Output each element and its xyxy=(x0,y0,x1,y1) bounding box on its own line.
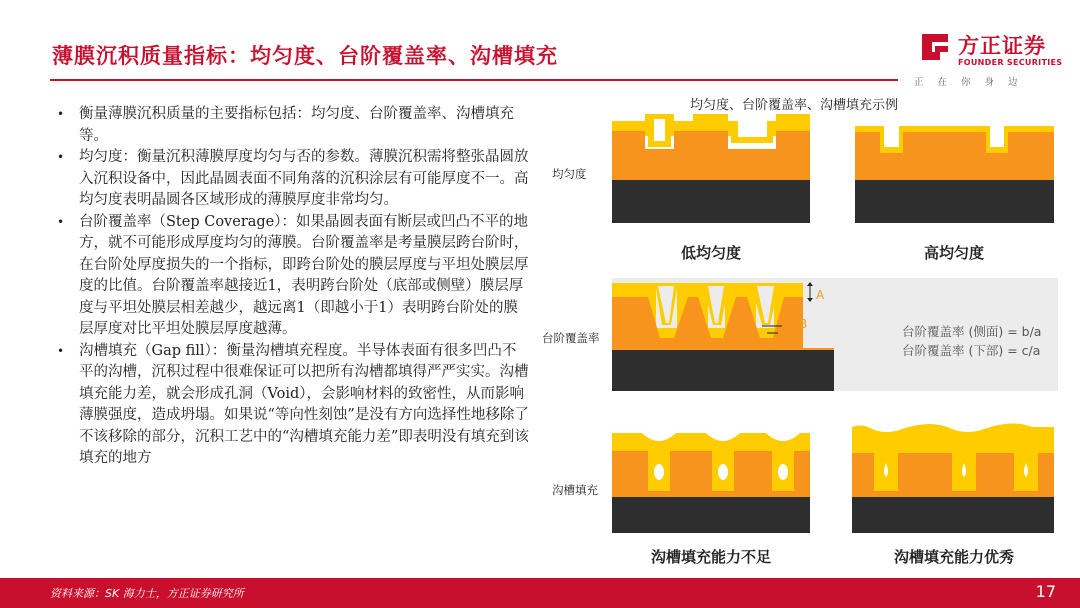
step-coverage-diagram xyxy=(612,282,834,391)
logo-name: 方正证券 xyxy=(958,34,1046,58)
page-number: 17 xyxy=(1035,582,1056,601)
bullet-item: • 均匀度：衡量沉积薄膜厚度均匀与否的参数。薄膜沉积需将整张晶圆放入沉积设备中，因此晶圆表面不同角落的沉积涂层有可能厚度不一。高均匀度表明晶圆各区域形成的薄膜厚度非常均匀。 xyxy=(57,149,529,208)
bullet-icon: • xyxy=(57,150,65,164)
marker-a: A xyxy=(816,288,825,302)
bullet-item: • 沟槽填充（Gap fill）：衡量沟槽填充程度。半导体表面有很多凹凸不平的沟槽，沉积过程中很难保证可以把所有沟槽都填得严严实实。沟槽填充能力差，就会形成孔洞（Void），会影响材料的致密性，从而影响薄膜强度，造成坍塌。如果说“等向性刻蚀”是没有方向选择性地移除了不该移除的部分，沉积工艺中的“沟槽填充能力差”即表明没有填充到该填充的地方 xyxy=(57,342,529,466)
founder-securities-logo xyxy=(914,30,1063,90)
title-divider xyxy=(50,79,898,81)
step-coverage-bottom-formula: 台阶覆盖率 (下部) = c/a xyxy=(902,343,1041,358)
logo-english-name: FOUNDER SECURITIES xyxy=(958,58,1063,67)
row-label-uniformity: 均匀度 xyxy=(552,167,587,181)
caption-high-uniformity: 高均匀度 xyxy=(923,244,985,262)
caption-gap-fill-good: 沟槽填充能力优秀 xyxy=(893,548,1015,566)
step-coverage-side-formula: 台阶覆盖率 (侧面) = b/a xyxy=(902,324,1042,339)
row-label-step-coverage: 台阶覆盖率 xyxy=(542,331,600,345)
founder-logo-icon xyxy=(920,32,950,62)
gap-fill-good-diagram xyxy=(852,423,1054,533)
bullet-icon: • xyxy=(57,107,65,121)
row-label-gap-fill: 沟槽填充 xyxy=(552,483,598,497)
footer-bar xyxy=(0,578,1080,608)
marker-b: B xyxy=(799,317,808,331)
bullet-item: • 台阶覆盖率（Step Coverage）：如果晶圆表面有断层或凹凸不平的地方，就不可能形成厚度均匀的薄膜。台阶覆盖率是考量膜层跨台阶时，在台阶处厚度损失的一个指标，即跨台阶处的膜层厚度与平坦处膜层厚度的比值。台阶覆盖率越接近1，表明跨台阶处（底部或侧壁）膜层厚度与平坦处膜层相差越少，越远离1（即越小于1）表明跨台阶处的膜层厚度对比平坦处膜层厚度越薄。 xyxy=(57,213,529,337)
bullet-list xyxy=(52,104,530,470)
caption-low-uniformity: 低均匀度 xyxy=(680,244,742,262)
logo-slogan: 正在你身边 xyxy=(914,77,1032,88)
marker-c: C xyxy=(767,338,776,352)
bullet-icon: • xyxy=(57,343,65,358)
low-uniformity-diagram xyxy=(612,114,810,223)
figure-title: 均匀度、台阶覆盖率、沟槽填充示例 xyxy=(690,98,899,113)
high-uniformity-diagram xyxy=(855,126,1054,223)
footer-source: 资料来源：SK 海力士，方正证券研究所 xyxy=(50,587,244,600)
gap-fill-poor-diagram xyxy=(612,433,810,533)
bullet-icon: • xyxy=(57,214,65,229)
page-title: 薄膜沉积质量指标：均匀度、台阶覆盖率、沟槽填充 xyxy=(52,43,558,68)
caption-gap-fill-poor: 沟槽填充能力不足 xyxy=(650,548,772,566)
bullet-item: • 衡量薄膜沉积质量的主要指标包括：均匀度、台阶覆盖率、沟槽填充等。 xyxy=(57,106,514,144)
